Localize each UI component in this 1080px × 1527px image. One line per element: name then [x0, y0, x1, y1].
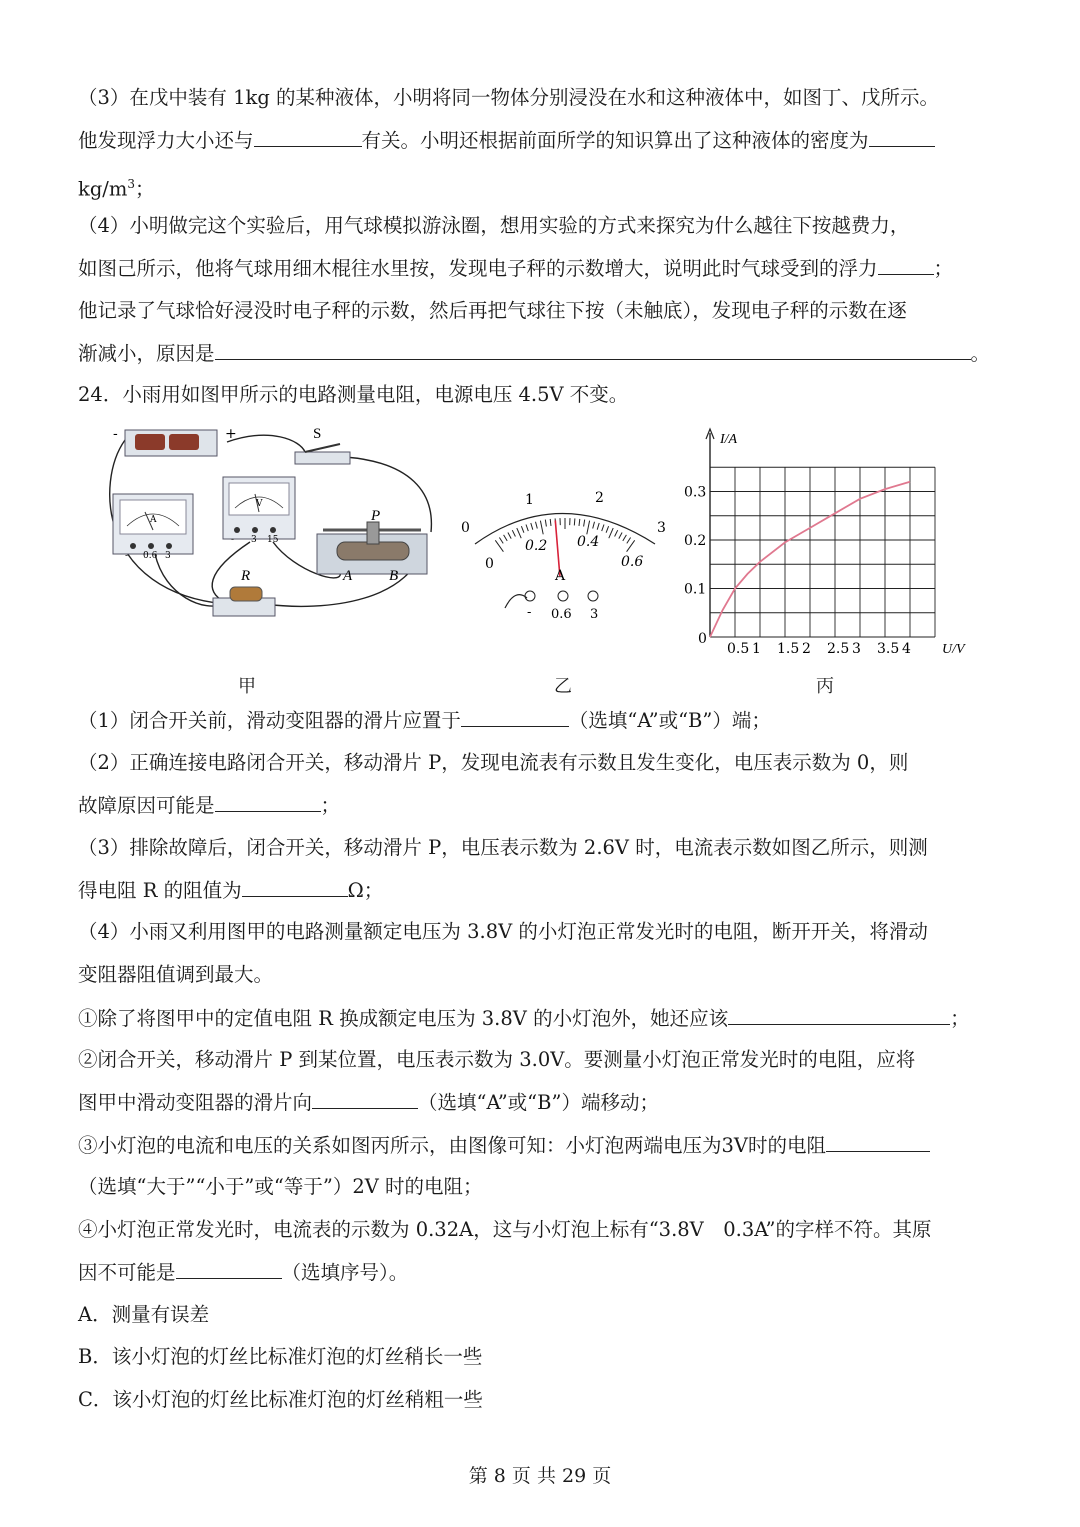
text-line: ③小灯泡的电流和电压的关系如图丙所示，由图像可知：小灯泡两端电压为3V时的电阻 — [78, 1131, 1008, 1160]
dial-tick — [593, 522, 595, 529]
circuit-figure — [95, 422, 445, 620]
terminal-label: 3 — [590, 607, 599, 622]
question-24-title: 24．小雨用如图甲所示的电路测量电阻，电源电压 4.5V 不变。 — [78, 383, 629, 406]
text-line: $kg/m^3$； — [78, 177, 155, 201]
answer-blank[interactable] — [728, 1004, 950, 1025]
resistor — [213, 587, 275, 616]
dial-inner-tick-1: 0.2 — [525, 538, 548, 554]
text-line: 变阻器阻值调到最大。 — [78, 963, 274, 986]
wire — [345, 457, 431, 532]
text-line: 渐减小，原因是 。 — [78, 339, 1008, 368]
terminal-label: - — [527, 605, 532, 620]
dial-tick — [579, 519, 580, 526]
text-line: 图甲中滑动变阻器的滑片向 （选填“A”或“B”）端移动； — [78, 1088, 1008, 1117]
dial-tick — [517, 528, 521, 538]
figure-caption-yi: 乙 — [554, 676, 572, 697]
terminal-0.6 — [558, 591, 568, 601]
dial-inner-tick-3: 0.6 — [621, 554, 644, 570]
dial-outer-tick-2: 2 — [595, 490, 604, 506]
text-line: （3）在戊中装有 1kg 的某种液体，小明将同一物体分别浸没在水和这种液体中，如图丁、戊所示。 — [78, 86, 940, 109]
terminal-3 — [588, 591, 598, 601]
voltmeter-terminal-label: 3 — [251, 535, 257, 545]
dial-tick — [508, 533, 511, 539]
x-tick-label: 2 — [802, 641, 811, 657]
ammeter-symbol: A — [150, 515, 157, 525]
ammeter-dial-figure — [455, 488, 670, 628]
x-tick-label: 1 — [752, 641, 761, 657]
text-line: 故障原因可能是 ； — [78, 791, 1008, 820]
page-footer: 第 8 页 共 29 页 — [468, 1465, 612, 1487]
dial-tick — [584, 520, 585, 527]
dial-tick — [597, 523, 599, 530]
rheostat-end-b: B — [389, 568, 399, 584]
dial-tick — [615, 530, 618, 536]
voltmeter-symbol: V — [256, 499, 263, 509]
y-tick-label: 0.1 — [684, 581, 707, 598]
dial-outer-tick-1: 1 — [525, 492, 534, 508]
dial-tick — [550, 519, 551, 526]
y-axis-label: I/A — [720, 432, 738, 447]
dial-tick — [540, 521, 543, 535]
battery-plus-label: + — [225, 426, 237, 442]
text-line: 他记录了气球恰好浸没时电子秤的示数，然后再把气球往下按（未触底），发现电子秤的示数在逐 — [78, 299, 907, 322]
text-line: ①除了将图甲中的定值电阻 R 换成额定电压为 3.8V 的小灯泡外，她还应该 ； — [78, 1004, 1008, 1033]
answer-blank[interactable] — [254, 126, 362, 147]
dial-tick — [587, 521, 590, 535]
text-line: ④小灯泡正常发光时，电流表的示数为 0.32A，这与小灯泡上标有“3.8V 0.3A”的字样不符。其原 — [78, 1218, 932, 1241]
x-tick-label: 2.5 — [827, 641, 850, 657]
x-tick-label: 0.5 — [727, 641, 750, 657]
figure-caption-bing: 丙 — [816, 676, 834, 697]
dial-tick — [499, 538, 503, 544]
x-tick-label: 3.5 — [877, 641, 900, 657]
origin-label: 0 — [698, 631, 707, 647]
voltmeter-terminal-label: - — [231, 535, 235, 545]
x-tick-label: 1.5 — [777, 641, 800, 657]
text-line: 如图己所示，他将气球用细木棍往水里按，发现电子秤的示数增大，说明此时气球受到的浮力 ； — [78, 254, 1008, 283]
answer-blank[interactable] — [215, 339, 971, 360]
wire — [227, 435, 305, 452]
dial-tick — [627, 538, 631, 544]
battery-minus-label: - — [113, 426, 118, 442]
y-tick-label: 0.2 — [684, 533, 707, 549]
text-line: ②闭合开关，移动滑片 P 到某位置，电压表示数为 3.0V。要测量小灯泡正常发光时的电阻，应将 — [78, 1048, 916, 1071]
text-line: 他发现浮力大小还与 有关。小明还根据前面所学的知识算出了这种液体的密度为 — [78, 126, 1008, 155]
voltmeter-terminal-label: 15 — [267, 535, 279, 545]
battery — [125, 430, 217, 456]
dial-tick — [619, 533, 622, 539]
answer-blank[interactable] — [826, 1131, 930, 1152]
answer-blank[interactable] — [242, 876, 348, 897]
dial-tick — [545, 520, 546, 527]
x-tick-labels — [727, 641, 911, 657]
dial-tick — [512, 530, 515, 536]
option-a: A．测量有误差 — [78, 1303, 210, 1326]
switch — [295, 444, 350, 464]
text-line: （4）小雨又利用图甲的电路测量额定电压为 3.8V 的小灯泡正常发光时的电阻，断开开关，将滑动 — [78, 920, 928, 943]
dial-tick — [526, 525, 528, 532]
dial-tick — [606, 526, 609, 533]
y-tick-label: 0.3 — [684, 484, 707, 501]
switch-label: S — [313, 426, 322, 442]
rheostat — [317, 522, 427, 574]
rheostat-end-a: A — [343, 568, 353, 584]
answer-blank[interactable] — [176, 1258, 282, 1279]
dial-tick — [602, 525, 604, 532]
graph-grid — [710, 467, 935, 637]
option-b: B．该小灯泡的灯丝比标准灯泡的灯丝稍长一些 — [78, 1345, 483, 1368]
ammeter-terminal-label: 0.6 — [143, 551, 158, 561]
answer-blank[interactable] — [215, 791, 321, 812]
text-line: （3）排除故障后，闭合开关，移动滑片 P，电压表示数为 2.6V 时，电流表示数如图乙所示，则测 — [78, 836, 928, 859]
option-c: C．该小灯泡的灯丝比标准灯泡的灯丝稍粗一些 — [78, 1388, 483, 1411]
dial-tick — [609, 528, 613, 538]
ammeter-terminal-label: 3 — [165, 551, 171, 561]
dial-tick — [574, 518, 575, 525]
answer-blank[interactable] — [878, 254, 934, 275]
text-line: （2）正确连接电路闭合开关，移动滑片 P，发现电流表有示数且发生变化，电压表示数为 0，则 — [78, 751, 909, 774]
x-tick-label: 4 — [902, 641, 911, 657]
text-line: 得电阻 R 的阻值为 Ω； — [78, 876, 1008, 905]
dial-inner-tick-2: 0.4 — [577, 534, 600, 550]
dial-tick — [531, 523, 533, 530]
x-tick-label: 3 — [852, 641, 861, 657]
dial-outer-tick-0: 0 — [461, 520, 470, 536]
terminal-minus — [525, 591, 535, 601]
text-line: （选填“大于”“小于”或“等于”）2V 时的电阻； — [78, 1175, 483, 1198]
dial-tick — [623, 535, 627, 541]
ammeter-terminal-label: - — [125, 551, 129, 561]
dial-tick — [504, 535, 508, 541]
answer-blank[interactable] — [869, 126, 935, 147]
answer-blank[interactable] — [312, 1088, 418, 1109]
y-tick-labels — [684, 485, 706, 598]
wire — [505, 595, 527, 608]
text-line: （1）闭合开关前，滑动变阻器的滑片应置于 （选填“A”或“B”）端； — [78, 706, 1008, 735]
resistor-label: R — [241, 568, 251, 584]
dial-symbol: A — [555, 568, 566, 584]
dial-inner-tick-0: 0 — [485, 556, 494, 572]
answer-blank[interactable] — [461, 706, 569, 727]
text-line: 因不可能是 （选填序号）。 — [78, 1258, 1008, 1287]
x-axis-label: U/V — [942, 642, 965, 657]
iu-graph — [682, 425, 982, 665]
dial-tick — [536, 522, 538, 529]
text-line: （4）小明做完这个实验后，用气球模拟游泳圈，想用实验的方式来探究为什么越往下按越费力， — [78, 214, 910, 237]
dial-tick — [521, 526, 524, 533]
terminal-label: 0.6 — [551, 607, 572, 622]
dial-outer-tick-3: 3 — [657, 520, 666, 536]
slider-label: P — [371, 508, 381, 524]
figure-caption-jia: 甲 — [238, 676, 256, 697]
